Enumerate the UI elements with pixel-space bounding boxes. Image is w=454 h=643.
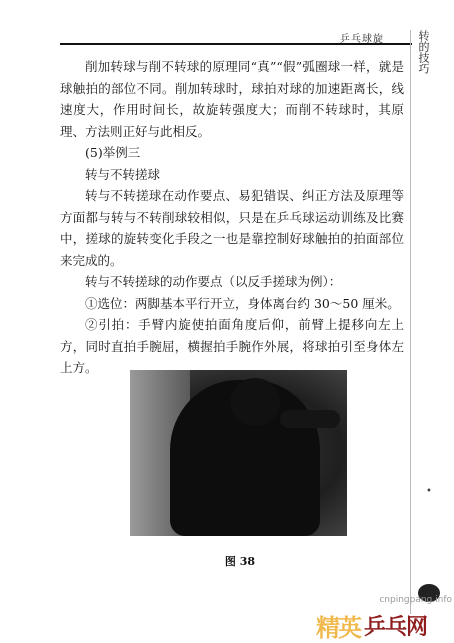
player-arm	[280, 410, 340, 428]
list-item: ①选位：两脚基本平行开立，身体离台约 30～50 厘米。	[85, 295, 400, 311]
running-head: 乒乓球旋	[340, 34, 384, 45]
watermark-logo-part2: 乒乓网	[364, 614, 428, 640]
player-head	[230, 378, 280, 426]
section-heading: (5)举例三	[85, 145, 141, 160]
watermark-url: cnpingpang.info	[379, 595, 452, 605]
player-photo	[130, 370, 347, 536]
paragraph: 转与不转搓球在动作要点、易犯错误、纠正方法及原理等方面都与转与不转削球较相似，只是在乒乓球运动训练及比赛中，搓球的旋转变化手段之一也是靠控制好球触拍的拍面部位来完成的。	[60, 188, 404, 268]
list-item: ②引拍：手臂内旋使拍面角度后仰，前臂上提移向左上方，同时直拍手腕屈，横握拍手腕作外展，将球拍引至身体左上方。	[60, 317, 404, 375]
body-text	[60, 56, 404, 379]
paragraph: 削加转球与削不转球的原理同“真”“假”弧圈球一样，就是球触拍的部位不同。削加转球时，球拍对球的加速距离长，线速度大，作用时间长，故旋转强度大；而削不转球时，其原理、方法则正好与此相反。	[60, 59, 404, 139]
watermark-logo-part1: 精英	[316, 613, 360, 642]
margin-mark: •	[426, 486, 432, 497]
header-rule	[60, 43, 412, 45]
side-rule	[410, 30, 411, 614]
figure-caption: 图 38	[224, 555, 256, 568]
paragraph: 转与不转搓球的动作要点（以反手搓球为例）：	[85, 274, 342, 289]
watermark-logo	[316, 610, 448, 640]
subsection-heading: 转与不转搓球	[85, 166, 161, 182]
side-label: 转的技巧	[417, 30, 430, 74]
